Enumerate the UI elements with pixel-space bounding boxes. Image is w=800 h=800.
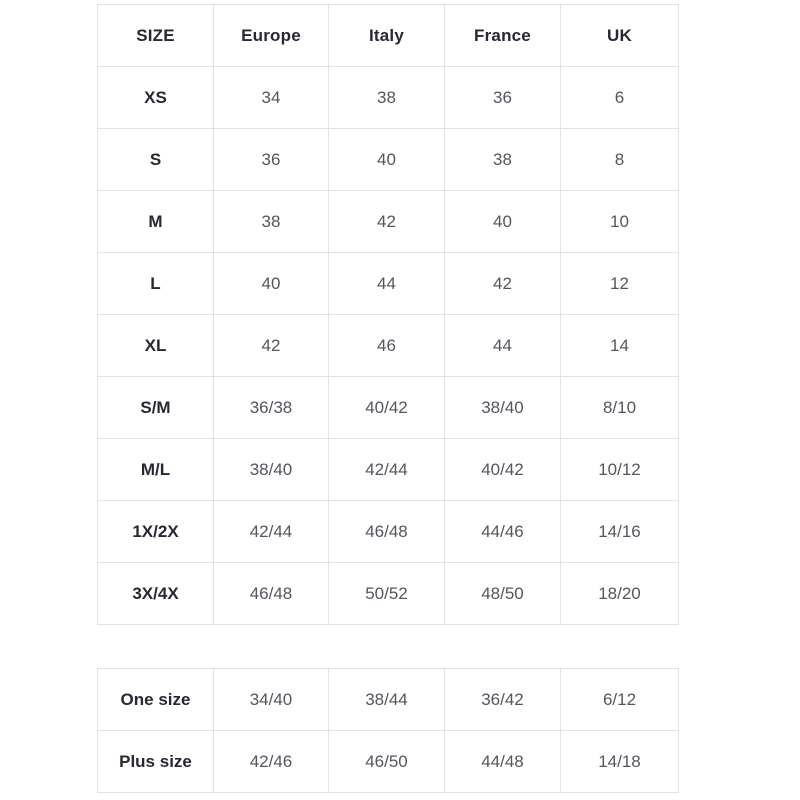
table-cell: 38 (214, 191, 329, 253)
table-row-one-size (98, 669, 679, 731)
table-cell: 38 (445, 129, 561, 191)
table-row-3x-4x (98, 563, 679, 625)
table-cell: 38/44 (329, 669, 445, 731)
table-cell: 40 (329, 129, 445, 191)
row-label: XL (98, 315, 214, 377)
table-cell: 8 (561, 129, 679, 191)
row-label: S/M (98, 377, 214, 439)
table-cell: 42 (445, 253, 561, 315)
row-label: 3X/4X (98, 563, 214, 625)
table-cell: 42/46 (214, 731, 329, 793)
table-cell: 44/48 (445, 731, 561, 793)
table-cell: 36 (214, 129, 329, 191)
table-cell: 8/10 (561, 377, 679, 439)
table-cell: 46/48 (329, 501, 445, 563)
table-cell: 6/12 (561, 669, 679, 731)
table-cell: 42 (214, 315, 329, 377)
table-cell: 42/44 (214, 501, 329, 563)
table-row-1x-2x (98, 501, 679, 563)
table-cell: 38/40 (445, 377, 561, 439)
table-cell: 40 (445, 191, 561, 253)
table-cell: 18/20 (561, 563, 679, 625)
table-row-m (98, 191, 679, 253)
table-row-xl (98, 315, 679, 377)
table-cell: 14 (561, 315, 679, 377)
row-label: L (98, 253, 214, 315)
table-cell: 38 (329, 67, 445, 129)
table-cell: 50/52 (329, 563, 445, 625)
table-row-s (98, 129, 679, 191)
table-row-l (98, 253, 679, 315)
table-cell: 36/42 (445, 669, 561, 731)
table-cell: 46 (329, 315, 445, 377)
table-cell: 14/18 (561, 731, 679, 793)
table-row-m-l (98, 439, 679, 501)
row-label: Plus size (98, 731, 214, 793)
table-cell: 44/46 (445, 501, 561, 563)
table-cell: 6 (561, 67, 679, 129)
table-cell: 34 (214, 67, 329, 129)
column-header-france: France (445, 5, 561, 67)
table-row-plus-size (98, 731, 679, 793)
size-conversion-table (97, 4, 679, 625)
table-cell: 10 (561, 191, 679, 253)
table-cell: 36/38 (214, 377, 329, 439)
row-label: M/L (98, 439, 214, 501)
table-cell: 10/12 (561, 439, 679, 501)
table-cell: 42 (329, 191, 445, 253)
header-row (98, 5, 679, 67)
table-cell: 44 (445, 315, 561, 377)
table-cell: 34/40 (214, 669, 329, 731)
table-cell: 12 (561, 253, 679, 315)
column-header-europe: Europe (214, 5, 329, 67)
table-cell: 36 (445, 67, 561, 129)
table-cell: 40/42 (445, 439, 561, 501)
row-label: 1X/2X (98, 501, 214, 563)
special-size-table (97, 668, 679, 793)
column-header-size: SIZE (98, 5, 214, 67)
table-cell: 42/44 (329, 439, 445, 501)
row-label: M (98, 191, 214, 253)
column-header-uk: UK (561, 5, 679, 67)
row-label: XS (98, 67, 214, 129)
table-cell: 40/42 (329, 377, 445, 439)
table-cell: 46/48 (214, 563, 329, 625)
row-label: One size (98, 669, 214, 731)
table-cell: 14/16 (561, 501, 679, 563)
table-row-xs (98, 67, 679, 129)
table-cell: 44 (329, 253, 445, 315)
table-cell: 38/40 (214, 439, 329, 501)
table-cell: 46/50 (329, 731, 445, 793)
column-header-italy: Italy (329, 5, 445, 67)
table-cell: 48/50 (445, 563, 561, 625)
row-label: S (98, 129, 214, 191)
table-cell: 40 (214, 253, 329, 315)
table-row-s-m (98, 377, 679, 439)
